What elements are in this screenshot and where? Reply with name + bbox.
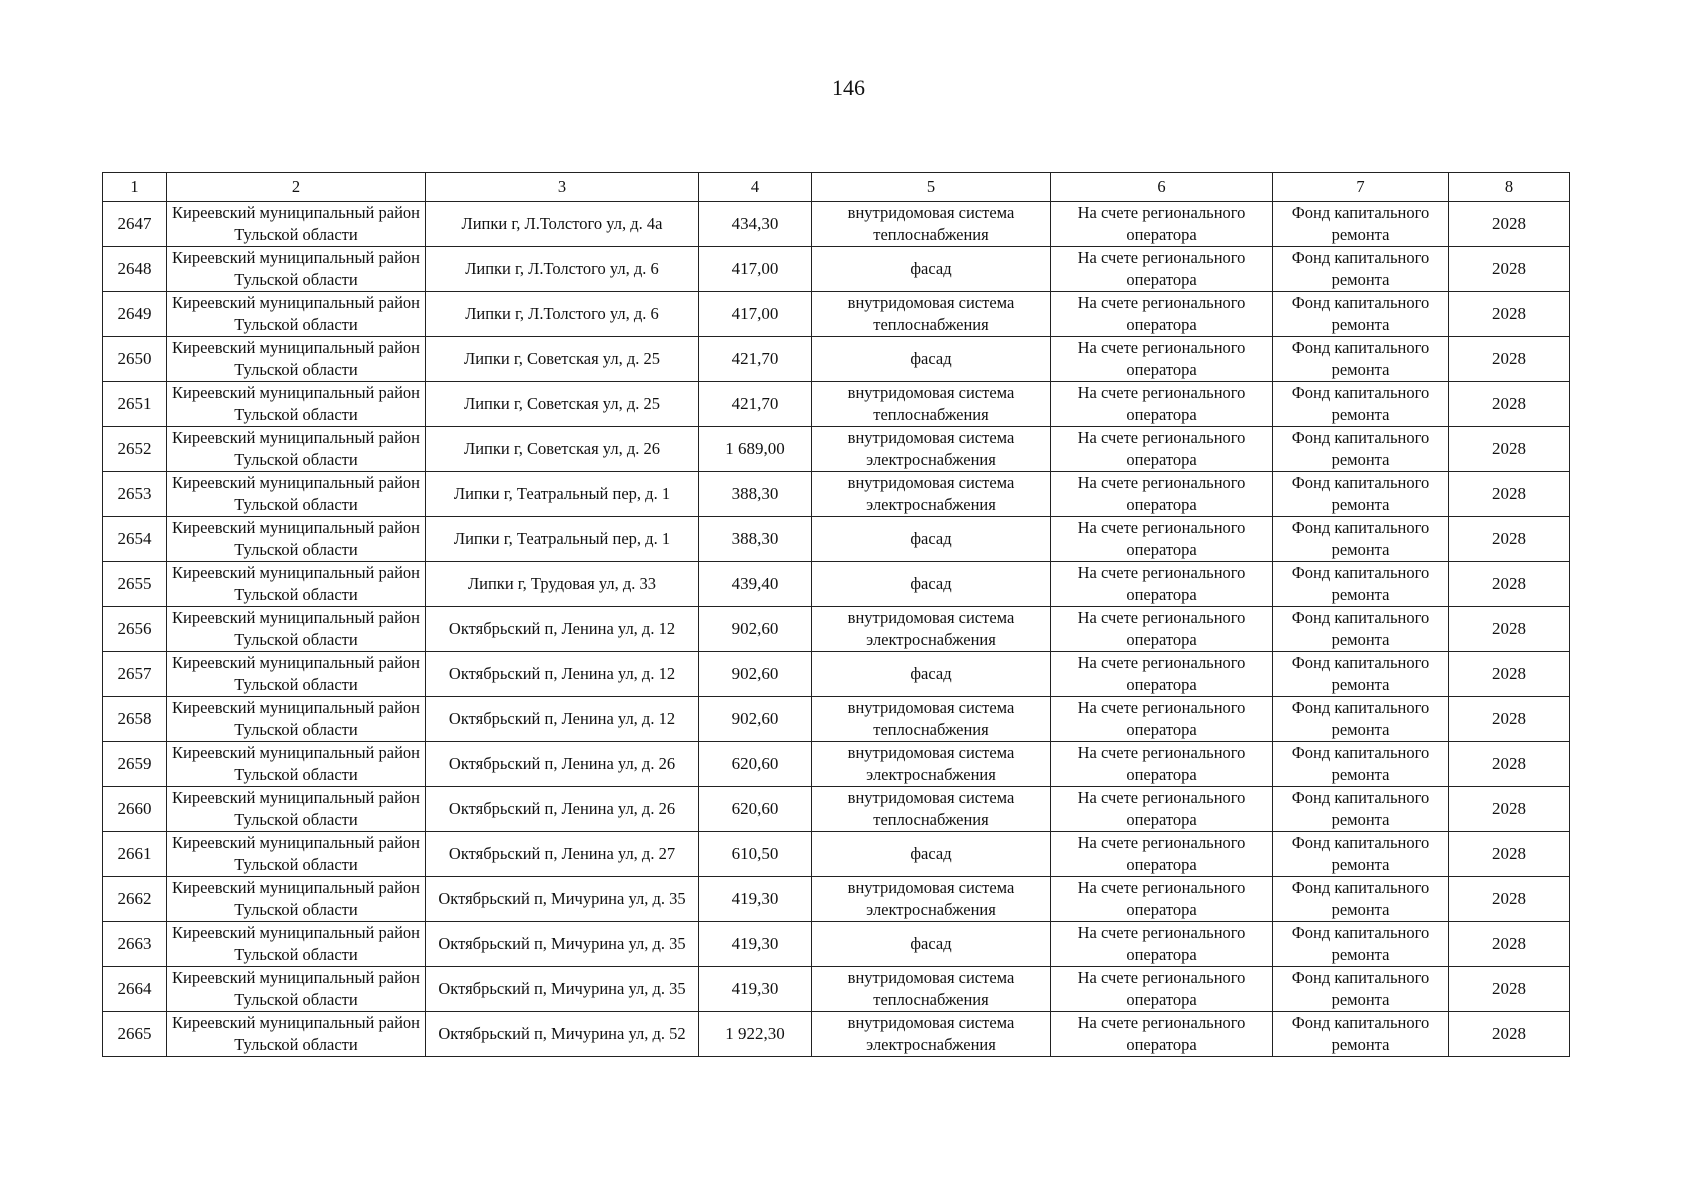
table-row: [103, 742, 1570, 787]
fund-holder-cell: На счете регионального оператора: [1051, 922, 1273, 967]
address-cell: Липки г, Советская ул, д. 25: [426, 382, 699, 427]
row-number-cell: 2654: [103, 517, 167, 562]
funding-source-cell: Фонд капитального ремонта: [1273, 382, 1449, 427]
address-cell: Октябрьский п, Ленина ул, д. 12: [426, 607, 699, 652]
fund-holder-cell: На счете регионального оператора: [1051, 967, 1273, 1012]
area-cell: 902,60: [699, 607, 812, 652]
fund-holder-cell: На счете регионального оператора: [1051, 607, 1273, 652]
repair-type-cell: внутридомовая система теплоснабжения: [812, 292, 1051, 337]
year-cell: 2028: [1449, 427, 1570, 472]
row-number-cell: 2660: [103, 787, 167, 832]
year-cell: 2028: [1449, 697, 1570, 742]
municipality-cell: Киреевский муниципальный район Тульской области: [167, 337, 426, 382]
page-number: 146: [832, 75, 865, 100]
address-cell: Липки г, Советская ул, д. 25: [426, 337, 699, 382]
table-row: [103, 697, 1570, 742]
address-cell: Липки г, Л.Толстого ул, д. 6: [426, 247, 699, 292]
area-cell: 902,60: [699, 697, 812, 742]
repair-type-cell: фасад: [812, 832, 1051, 877]
funding-source-cell: Фонд капитального ремонта: [1273, 742, 1449, 787]
repair-type-cell: внутридомовая система электроснабжения: [812, 472, 1051, 517]
area-cell: 620,60: [699, 742, 812, 787]
year-cell: 2028: [1449, 472, 1570, 517]
funding-source-cell: Фонд капитального ремонта: [1273, 877, 1449, 922]
municipality-cell: Киреевский муниципальный район Тульской области: [167, 292, 426, 337]
table-row: [103, 202, 1570, 247]
repair-type-cell: внутридомовая система теплоснабжения: [812, 202, 1051, 247]
header-cell: 3: [426, 173, 699, 202]
row-number-cell: 2648: [103, 247, 167, 292]
municipality-cell: Киреевский муниципальный район Тульской области: [167, 382, 426, 427]
row-number-cell: 2647: [103, 202, 167, 247]
funding-source-cell: Фонд капитального ремонта: [1273, 292, 1449, 337]
table-row: [103, 247, 1570, 292]
table-row: [103, 517, 1570, 562]
repair-type-cell: фасад: [812, 922, 1051, 967]
row-number-cell: 2652: [103, 427, 167, 472]
area-cell: 419,30: [699, 922, 812, 967]
address-cell: Октябрьский п, Мичурина ул, д. 35: [426, 967, 699, 1012]
municipality-cell: Киреевский муниципальный район Тульской области: [167, 562, 426, 607]
municipality-cell: Киреевский муниципальный район Тульской области: [167, 787, 426, 832]
table-row: [103, 832, 1570, 877]
address-cell: Октябрьский п, Мичурина ул, д. 35: [426, 922, 699, 967]
repair-type-cell: фасад: [812, 652, 1051, 697]
municipality-cell: Киреевский муниципальный район Тульской области: [167, 202, 426, 247]
row-number-cell: 2663: [103, 922, 167, 967]
table-row: [103, 922, 1570, 967]
address-cell: Октябрьский п, Ленина ул, д. 12: [426, 652, 699, 697]
fund-holder-cell: На счете регионального оператора: [1051, 427, 1273, 472]
area-cell: 620,60: [699, 787, 812, 832]
address-cell: Липки г, Советская ул, д. 26: [426, 427, 699, 472]
fund-holder-cell: На счете регионального оператора: [1051, 652, 1273, 697]
address-cell: Октябрьский п, Мичурина ул, д. 35: [426, 877, 699, 922]
address-cell: Октябрьский п, Ленина ул, д. 12: [426, 697, 699, 742]
area-cell: 1 689,00: [699, 427, 812, 472]
funding-source-cell: Фонд капитального ремонта: [1273, 787, 1449, 832]
table-row: [103, 427, 1570, 472]
table-header: [103, 173, 1570, 202]
municipality-cell: Киреевский муниципальный район Тульской области: [167, 922, 426, 967]
funding-source-cell: Фонд капитального ремонта: [1273, 562, 1449, 607]
area-cell: 417,00: [699, 292, 812, 337]
area-cell: 421,70: [699, 337, 812, 382]
table-row: [103, 607, 1570, 652]
table-row: [103, 472, 1570, 517]
funding-source-cell: Фонд капитального ремонта: [1273, 337, 1449, 382]
funding-source-cell: Фонд капитального ремонта: [1273, 202, 1449, 247]
address-cell: Липки г, Трудовая ул, д. 33: [426, 562, 699, 607]
area-cell: 419,30: [699, 877, 812, 922]
funding-source-cell: Фонд капитального ремонта: [1273, 922, 1449, 967]
address-cell: Липки г, Л.Толстого ул, д. 6: [426, 292, 699, 337]
fund-holder-cell: На счете регионального оператора: [1051, 247, 1273, 292]
funding-source-cell: Фонд капитального ремонта: [1273, 697, 1449, 742]
municipality-cell: Киреевский муниципальный район Тульской области: [167, 607, 426, 652]
area-cell: 417,00: [699, 247, 812, 292]
address-cell: Липки г, Театральный пер, д. 1: [426, 472, 699, 517]
header-cell: 8: [1449, 173, 1570, 202]
repair-type-cell: фасад: [812, 562, 1051, 607]
municipality-cell: Киреевский муниципальный район Тульской области: [167, 877, 426, 922]
row-number-cell: 2664: [103, 967, 167, 1012]
fund-holder-cell: На счете регионального оператора: [1051, 1012, 1273, 1057]
year-cell: 2028: [1449, 1012, 1570, 1057]
funding-source-cell: Фонд капитального ремонта: [1273, 427, 1449, 472]
year-cell: 2028: [1449, 382, 1570, 427]
funding-source-cell: Фонд капитального ремонта: [1273, 832, 1449, 877]
area-cell: 421,70: [699, 382, 812, 427]
year-cell: 2028: [1449, 652, 1570, 697]
row-number-cell: 2649: [103, 292, 167, 337]
table-row: [103, 787, 1570, 832]
funding-source-cell: Фонд капитального ремонта: [1273, 607, 1449, 652]
header-row: [103, 173, 1570, 202]
municipality-cell: Киреевский муниципальный район Тульской области: [167, 472, 426, 517]
year-cell: 2028: [1449, 787, 1570, 832]
area-cell: 434,30: [699, 202, 812, 247]
year-cell: 2028: [1449, 922, 1570, 967]
capital-repair-table: [102, 172, 1570, 1057]
year-cell: 2028: [1449, 337, 1570, 382]
area-cell: 388,30: [699, 517, 812, 562]
municipality-cell: Киреевский муниципальный район Тульской области: [167, 652, 426, 697]
repair-type-cell: внутридомовая система теплоснабжения: [812, 967, 1051, 1012]
year-cell: 2028: [1449, 517, 1570, 562]
header-cell: 2: [167, 173, 426, 202]
address-cell: Октябрьский п, Мичурина ул, д. 52: [426, 1012, 699, 1057]
table-row: [103, 877, 1570, 922]
table-row: [103, 292, 1570, 337]
address-cell: Липки г, Л.Толстого ул, д. 4а: [426, 202, 699, 247]
repair-type-cell: фасад: [812, 517, 1051, 562]
municipality-cell: Киреевский муниципальный район Тульской области: [167, 247, 426, 292]
header-cell: 1: [103, 173, 167, 202]
funding-source-cell: Фонд капитального ремонта: [1273, 472, 1449, 517]
fund-holder-cell: На счете регионального оператора: [1051, 472, 1273, 517]
funding-source-cell: Фонд капитального ремонта: [1273, 517, 1449, 562]
row-number-cell: 2658: [103, 697, 167, 742]
address-cell: Октябрьский п, Ленина ул, д. 26: [426, 787, 699, 832]
header-cell: 4: [699, 173, 812, 202]
header-cell: 7: [1273, 173, 1449, 202]
table-row: [103, 1012, 1570, 1057]
area-cell: 439,40: [699, 562, 812, 607]
table-row: [103, 652, 1570, 697]
area-cell: 902,60: [699, 652, 812, 697]
fund-holder-cell: На счете регионального оператора: [1051, 877, 1273, 922]
table-row: [103, 562, 1570, 607]
header-cell: 6: [1051, 173, 1273, 202]
fund-holder-cell: На счете регионального оператора: [1051, 382, 1273, 427]
area-cell: 610,50: [699, 832, 812, 877]
repair-type-cell: внутридомовая система теплоснабжения: [812, 697, 1051, 742]
row-number-cell: 2656: [103, 607, 167, 652]
fund-holder-cell: На счете регионального оператора: [1051, 697, 1273, 742]
fund-holder-cell: На счете регионального оператора: [1051, 292, 1273, 337]
address-cell: Октябрьский п, Ленина ул, д. 27: [426, 832, 699, 877]
row-number-cell: 2659: [103, 742, 167, 787]
repair-type-cell: фасад: [812, 337, 1051, 382]
fund-holder-cell: На счете регионального оператора: [1051, 202, 1273, 247]
fund-holder-cell: На счете регионального оператора: [1051, 517, 1273, 562]
municipality-cell: Киреевский муниципальный район Тульской области: [167, 832, 426, 877]
row-number-cell: 2662: [103, 877, 167, 922]
area-cell: 1 922,30: [699, 1012, 812, 1057]
year-cell: 2028: [1449, 967, 1570, 1012]
fund-holder-cell: На счете регионального оператора: [1051, 742, 1273, 787]
row-number-cell: 2651: [103, 382, 167, 427]
funding-source-cell: Фонд капитального ремонта: [1273, 247, 1449, 292]
repair-type-cell: внутридомовая система теплоснабжения: [812, 787, 1051, 832]
row-number-cell: 2665: [103, 1012, 167, 1057]
year-cell: 2028: [1449, 247, 1570, 292]
year-cell: 2028: [1449, 562, 1570, 607]
row-number-cell: 2653: [103, 472, 167, 517]
municipality-cell: Киреевский муниципальный район Тульской области: [167, 967, 426, 1012]
area-cell: 419,30: [699, 967, 812, 1012]
repair-type-cell: внутридомовая система электроснабжения: [812, 877, 1051, 922]
municipality-cell: Киреевский муниципальный район Тульской области: [167, 697, 426, 742]
municipality-cell: Киреевский муниципальный район Тульской области: [167, 742, 426, 787]
fund-holder-cell: На счете регионального оператора: [1051, 562, 1273, 607]
fund-holder-cell: На счете регионального оператора: [1051, 787, 1273, 832]
table-row: [103, 382, 1570, 427]
row-number-cell: 2655: [103, 562, 167, 607]
funding-source-cell: Фонд капитального ремонта: [1273, 967, 1449, 1012]
funding-source-cell: Фонд капитального ремонта: [1273, 1012, 1449, 1057]
year-cell: 2028: [1449, 832, 1570, 877]
repair-type-cell: внутридомовая система электроснабжения: [812, 742, 1051, 787]
municipality-cell: Киреевский муниципальный район Тульской области: [167, 517, 426, 562]
repair-type-cell: внутридомовая система электроснабжения: [812, 427, 1051, 472]
year-cell: 2028: [1449, 607, 1570, 652]
row-number-cell: 2657: [103, 652, 167, 697]
table-row: [103, 337, 1570, 382]
table-row: [103, 967, 1570, 1012]
fund-holder-cell: На счете регионального оператора: [1051, 337, 1273, 382]
municipality-cell: Киреевский муниципальный район Тульской области: [167, 1012, 426, 1057]
year-cell: 2028: [1449, 877, 1570, 922]
address-cell: Липки г, Театральный пер, д. 1: [426, 517, 699, 562]
year-cell: 2028: [1449, 292, 1570, 337]
municipality-cell: Киреевский муниципальный район Тульской области: [167, 427, 426, 472]
repair-type-cell: внутридомовая система электроснабжения: [812, 607, 1051, 652]
funding-source-cell: Фонд капитального ремонта: [1273, 652, 1449, 697]
repair-type-cell: внутридомовая система электроснабжения: [812, 1012, 1051, 1057]
table-body: [103, 202, 1570, 1057]
header-cell: 5: [812, 173, 1051, 202]
year-cell: 2028: [1449, 742, 1570, 787]
fund-holder-cell: На счете регионального оператора: [1051, 832, 1273, 877]
area-cell: 388,30: [699, 472, 812, 517]
repair-type-cell: фасад: [812, 247, 1051, 292]
repair-type-cell: внутридомовая система теплоснабжения: [812, 382, 1051, 427]
year-cell: 2028: [1449, 202, 1570, 247]
row-number-cell: 2650: [103, 337, 167, 382]
address-cell: Октябрьский п, Ленина ул, д. 26: [426, 742, 699, 787]
row-number-cell: 2661: [103, 832, 167, 877]
